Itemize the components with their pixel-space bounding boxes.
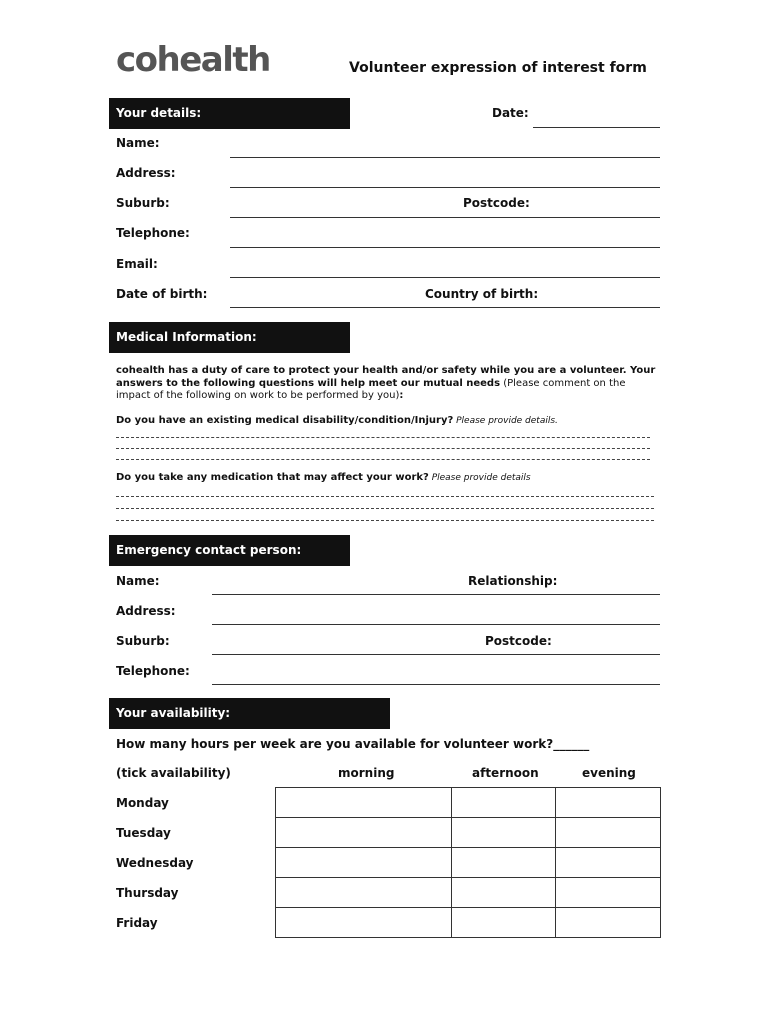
- email-label: Email:: [116, 257, 158, 271]
- address-label: Address:: [116, 166, 176, 180]
- emergency-telephone-label: Telephone:: [116, 664, 190, 678]
- name-label: Name:: [116, 136, 160, 150]
- availability-row-monday: [276, 788, 661, 818]
- emergency-name-label: Name:: [116, 574, 160, 588]
- tick-cell-morning[interactable]: [276, 908, 452, 938]
- tick-cell-afternoon[interactable]: [452, 908, 556, 938]
- emergency-suburb-label: Suburb:: [116, 634, 170, 648]
- medical-question-1: Do you have an existing medical disability/condition/Injury? Please provide details.: [116, 415, 558, 426]
- column-afternoon: afternoon: [472, 766, 539, 780]
- tick-availability-label: (tick availability): [116, 766, 231, 780]
- emergency-postcode-label: Postcode:: [485, 634, 552, 648]
- medical-header: Medical Information:: [109, 322, 350, 353]
- day-friday: Friday: [116, 916, 158, 930]
- tick-cell-afternoon[interactable]: [452, 818, 556, 848]
- emergency-address-label: Address:: [116, 604, 176, 618]
- relationship-label: Relationship:: [468, 574, 558, 588]
- medical-question-2: Do you take any medication that may affect your work? Please provide details: [116, 472, 531, 483]
- tick-cell-morning[interactable]: [276, 848, 452, 878]
- day-wednesday: Wednesday: [116, 856, 194, 870]
- address-field[interactable]: [230, 187, 660, 188]
- form-title: Volunteer expression of interest form: [349, 60, 647, 76]
- column-morning: morning: [338, 766, 395, 780]
- dob-country-field[interactable]: [230, 307, 660, 308]
- tick-cell-afternoon[interactable]: [452, 848, 556, 878]
- column-evening: evening: [582, 766, 636, 780]
- emergency-suburb-field[interactable]: [212, 654, 660, 655]
- date-field[interactable]: [533, 127, 660, 128]
- cohealth-logo: cohealth: [116, 40, 270, 80]
- day-tuesday: Tuesday: [116, 826, 171, 840]
- emergency-address-field[interactable]: [212, 624, 660, 625]
- availability-row-wednesday: [276, 848, 661, 878]
- emergency-header: Emergency contact person:: [109, 535, 350, 566]
- availability-header: Your availability:: [109, 698, 390, 729]
- medical-answer-line[interactable]: [116, 459, 650, 460]
- medical-answer-line[interactable]: [116, 448, 650, 449]
- hours-question: How many hours per week are you available for volunteer work?______: [116, 737, 590, 751]
- availability-row-friday: [276, 908, 661, 938]
- your-details-header: Your details:: [109, 98, 350, 129]
- tick-cell-evening[interactable]: [556, 848, 661, 878]
- tick-cell-afternoon[interactable]: [452, 878, 556, 908]
- suburb-postcode-field[interactable]: [230, 217, 660, 218]
- tick-cell-evening[interactable]: [556, 788, 661, 818]
- medical-intro: cohealth has a duty of care to protect your health and/or safety while you are a volunteer. Your answers to the following questions will help meet our mutual needs (Please comment on the impact of the following on work to be performed by you):: [116, 365, 656, 401]
- emergency-name-field[interactable]: [212, 594, 660, 595]
- name-field[interactable]: [230, 157, 660, 158]
- tick-cell-afternoon[interactable]: [452, 788, 556, 818]
- medication-answer-line[interactable]: [116, 508, 654, 509]
- medication-answer-line[interactable]: [116, 496, 654, 497]
- tick-cell-morning[interactable]: [276, 788, 452, 818]
- tick-cell-morning[interactable]: [276, 818, 452, 848]
- emergency-telephone-field[interactable]: [212, 684, 660, 685]
- telephone-field[interactable]: [230, 247, 660, 248]
- availability-row-tuesday: [276, 818, 661, 848]
- availability-row-thursday: [276, 878, 661, 908]
- suburb-label: Suburb:: [116, 196, 170, 210]
- telephone-label: Telephone:: [116, 226, 190, 240]
- medical-answer-line[interactable]: [116, 437, 650, 438]
- tick-cell-morning[interactable]: [276, 878, 452, 908]
- day-thursday: Thursday: [116, 886, 179, 900]
- tick-cell-evening[interactable]: [556, 878, 661, 908]
- date-label: Date:: [492, 106, 529, 120]
- postcode-label: Postcode:: [463, 196, 530, 210]
- dob-label: Date of birth:: [116, 287, 208, 301]
- tick-cell-evening[interactable]: [556, 908, 661, 938]
- availability-grid: [275, 787, 661, 938]
- medication-answer-line[interactable]: [116, 520, 654, 521]
- email-field[interactable]: [230, 277, 660, 278]
- country-label: Country of birth:: [425, 287, 539, 301]
- day-monday: Monday: [116, 796, 169, 810]
- tick-cell-evening[interactable]: [556, 818, 661, 848]
